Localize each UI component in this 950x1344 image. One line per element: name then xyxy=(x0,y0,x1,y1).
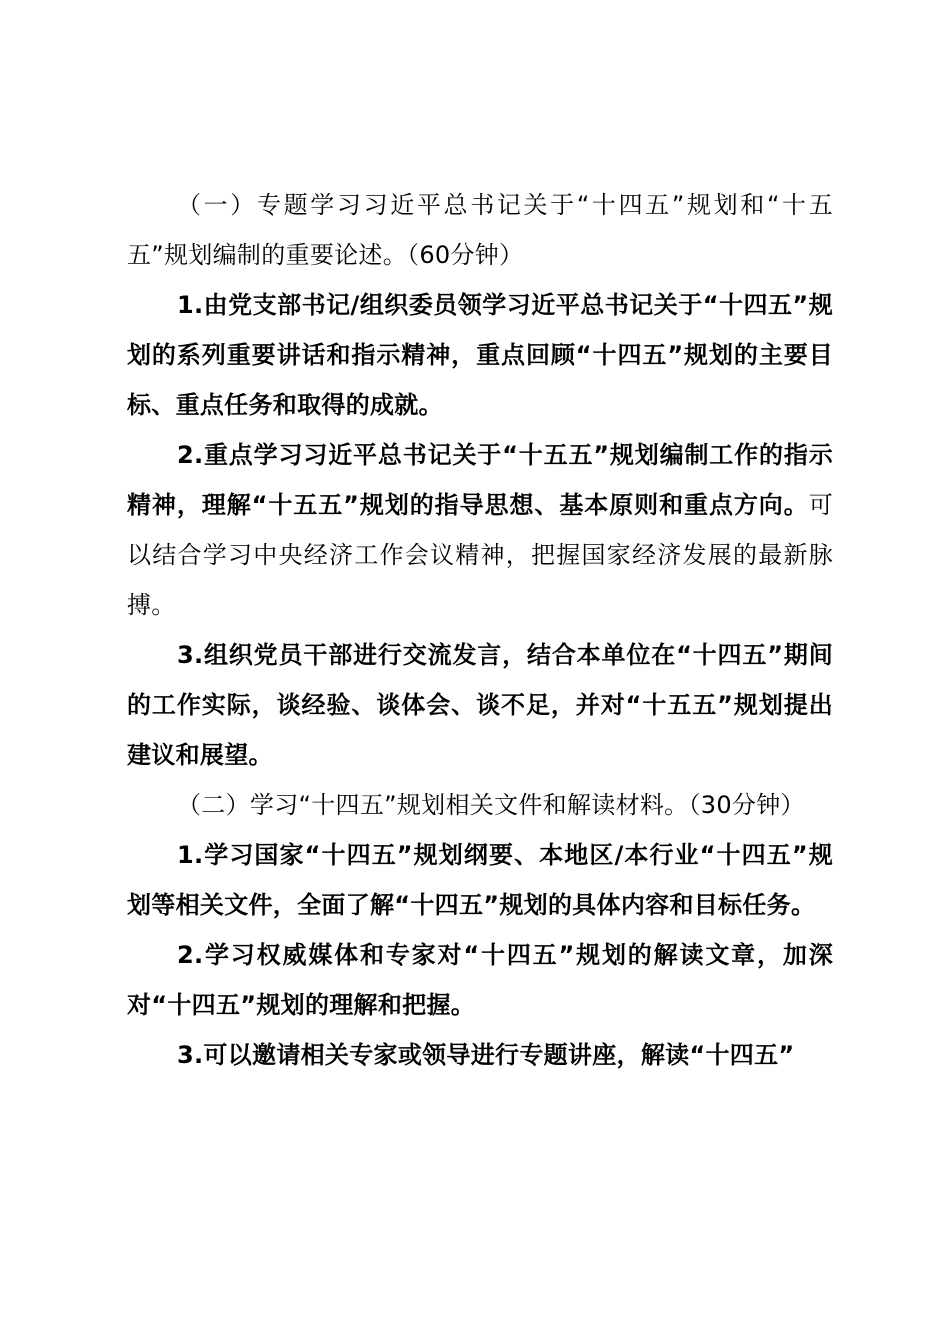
section2-item1: 1.学习国家“十四五”规划纲要、本地区/本行业“十四五”规划等相关文件，全面了解“十四五”规划的具体内容和目标任务。 xyxy=(127,841,833,919)
section1-item3: 3.组织党员干部进行交流发言，结合本单位在“十四五”期间的工作实际，谈经验、谈体会、谈不足，并对“十五五”规划提出建议和展望。 xyxy=(127,641,833,769)
section1-heading: （一）专题学习习近平总书记关于“十四五”规划和“十五五”规划编制的重要论述。（60分钟） xyxy=(127,191,833,269)
section1-item1: 1.由党支部书记/组织委员领学习近平总书记关于“十四五”规划的系列重要讲话和指示精神，重点回顾“十四五”规划的主要目标、重点任务和取得的成就。 xyxy=(127,291,833,419)
section1-item2-regular-text: 可以结合学习中央经济工作会议精神，把握国家经济发展的最新脉搏。 xyxy=(127,491,833,619)
section1-item2 xyxy=(127,430,833,630)
document-page xyxy=(127,180,833,1080)
section2-item2: 2.学习权威媒体和专家对“十四五”规划的解读文章，加深对“十四五”规划的理解和把握。 xyxy=(127,941,833,1019)
section2-heading: （二）学习“十四五”规划相关文件和解读材料。（30分钟） xyxy=(177,791,805,819)
section2-item3: 3.可以邀请相关专家或领导进行专题讲座，解读“十四五” xyxy=(177,1041,795,1069)
section1-item2-bold-text: 2.重点学习习近平总书记关于“十五五”规划编制工作的指示精神，理解“十五五”规划的指导思想、基本原则和重点方向。 xyxy=(127,441,833,519)
